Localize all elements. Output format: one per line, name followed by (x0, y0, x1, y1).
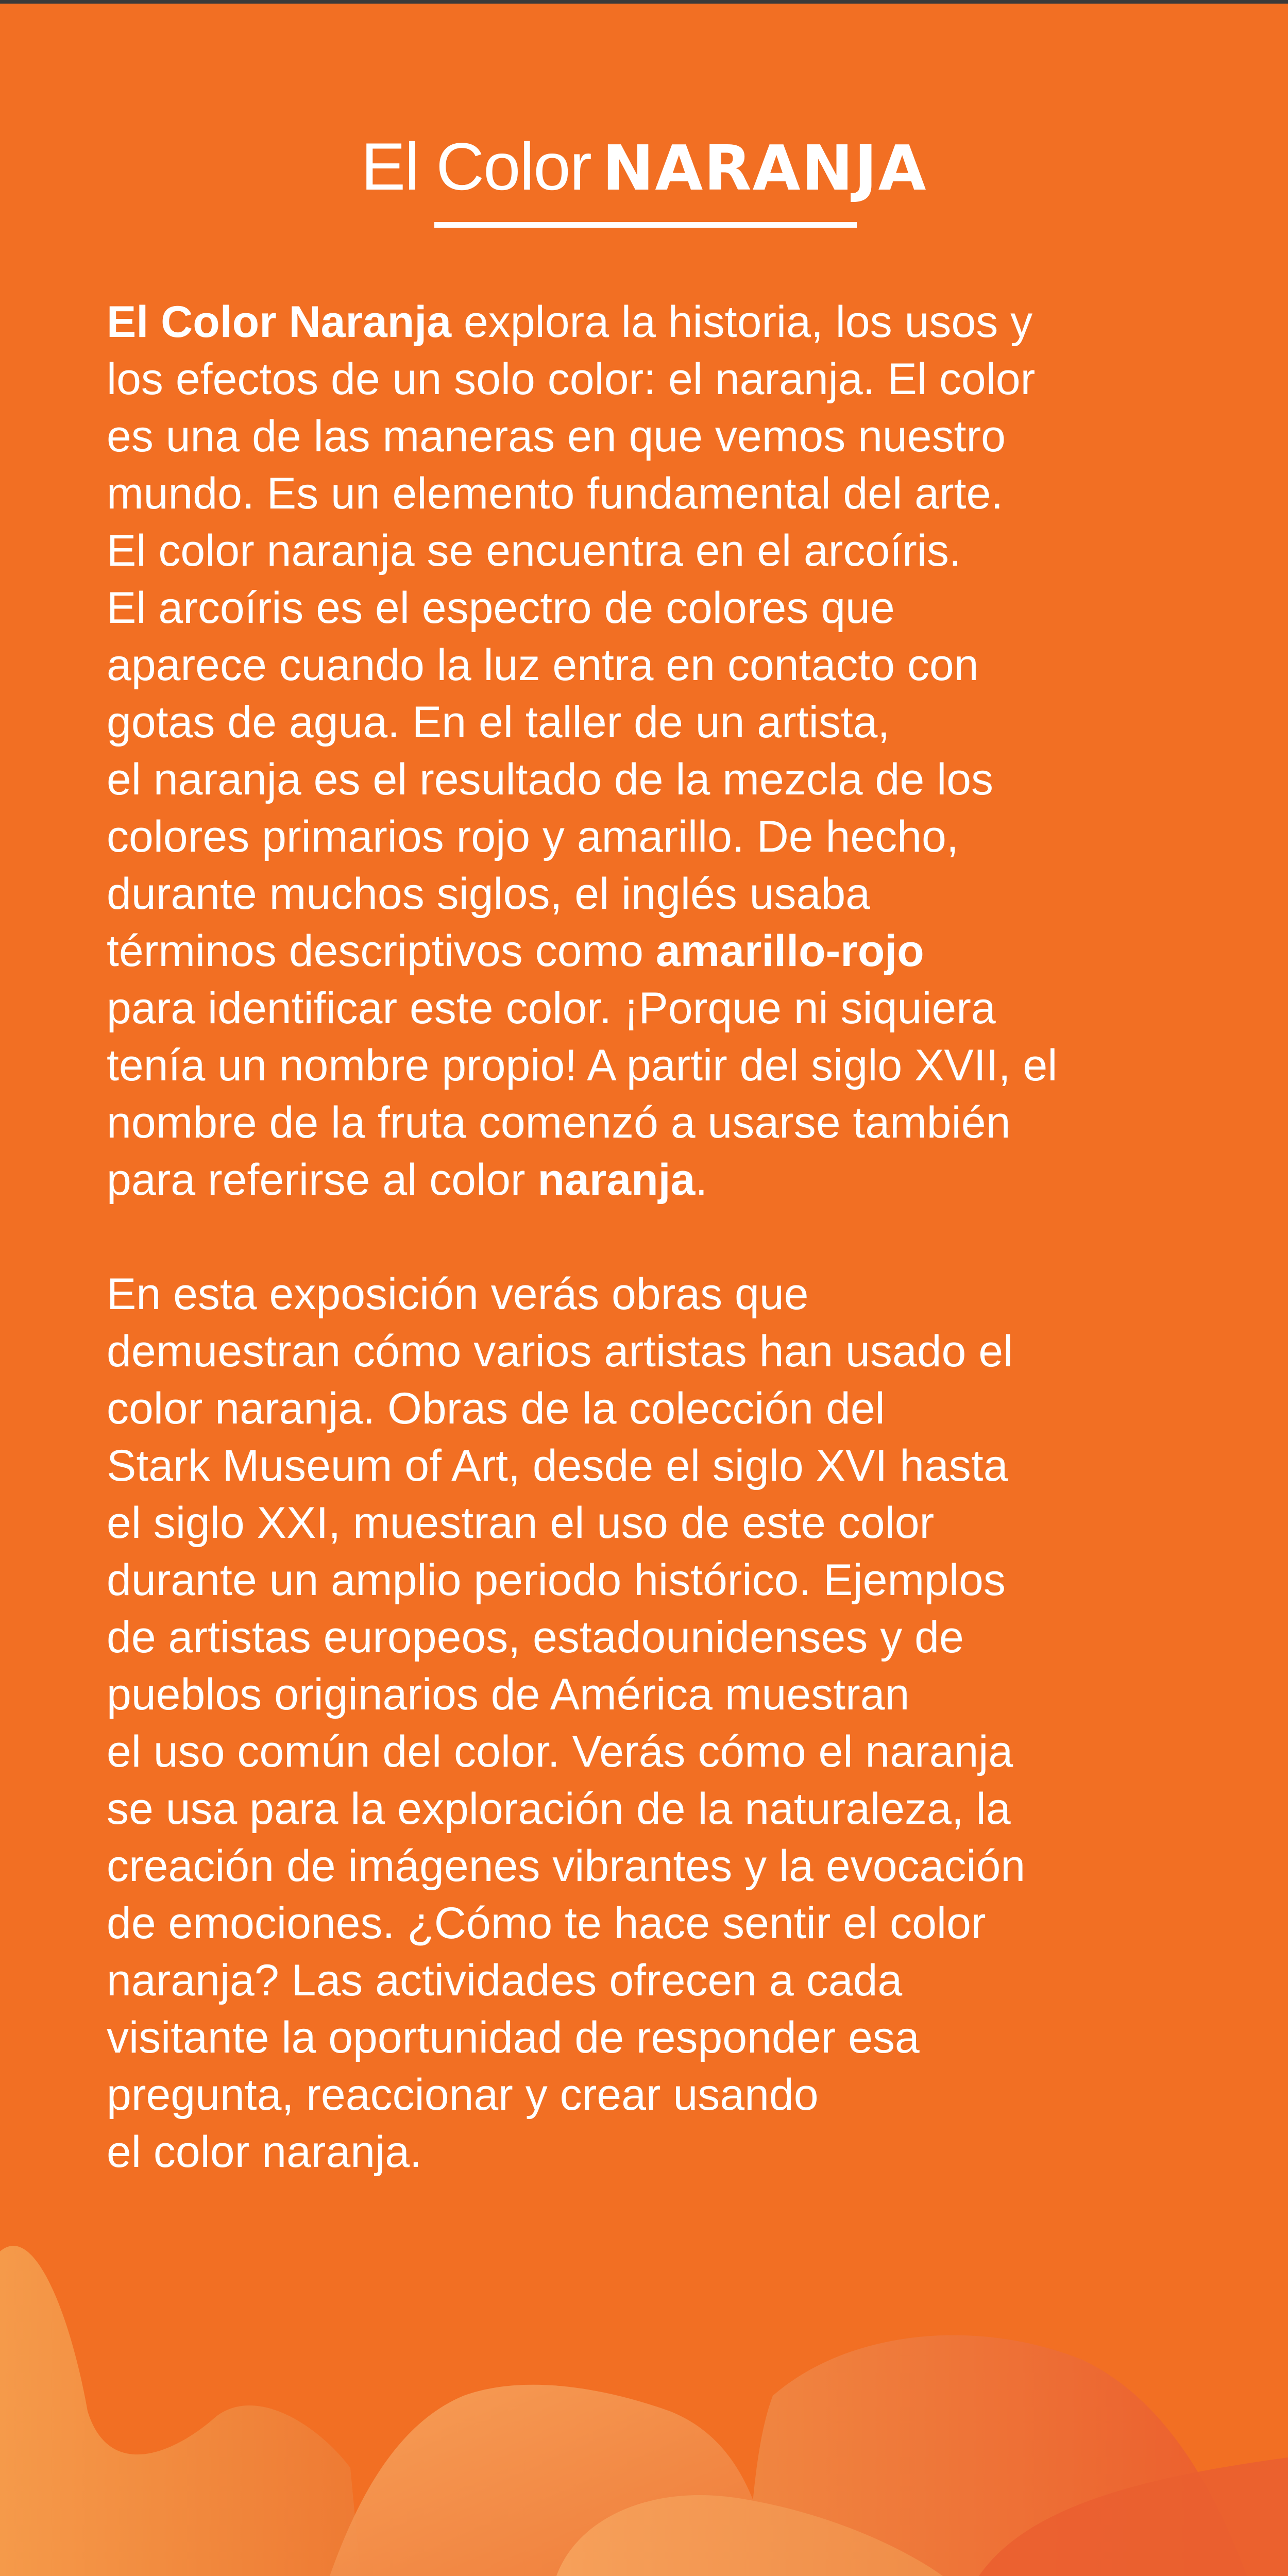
text-line: gotas de agua. En el taller de un artista, (107, 698, 890, 747)
text-line: Stark Museum of Art, desde el siglo XVI hasta (107, 1441, 1008, 1490)
text-line: mundo. Es un elemento fundamental del arte. (107, 469, 1004, 518)
bold-phrase: naranja (537, 1155, 696, 1205)
text-line: aparece cuando la luz entra en contacto con (107, 640, 979, 690)
text-line: el siglo XXI, muestran el uso de este color (107, 1498, 935, 1548)
text-line (107, 1151, 1209, 1209)
text-line: el color naranja. (107, 2127, 422, 2177)
text-line: los efectos de un solo color: el naranja. El color (107, 354, 1036, 404)
text-line: creación de imágenes vibrantes y la evocación (107, 1841, 1026, 1891)
text-line: colores primarios rojo y amarillo. De hecho, (107, 812, 959, 861)
text-line: nombre de la fruta comenzó a usarse también (107, 1098, 1011, 1147)
text-line: color naranja. Obras de la colección del (107, 1384, 885, 1433)
top-border (0, 0, 1288, 4)
text-line: En esta exposición verás obras que (107, 1269, 809, 1319)
bold-phrase: amarillo-rojo (655, 926, 924, 976)
exhibition-paragraph (107, 1266, 1209, 2181)
text-line: naranja? Las actividades ofrecen a cada (107, 1956, 903, 2005)
text-line: durante un amplio periodo histórico. Ejemplos (107, 1555, 1006, 1605)
text-line: visitante la oportunidad de responder esa (107, 2013, 920, 2062)
text-line: pueblos originarios de América muestran (107, 1670, 910, 1719)
text-line: durante muchos siglos, el inglés usaba (107, 869, 870, 919)
paragraph-spacer (107, 1209, 1209, 1266)
text-line: para identificar este color. ¡Porque ni siquiera (107, 984, 996, 1033)
wave-shape (0, 2246, 361, 2576)
text-span: para referirse al color (107, 1155, 538, 1205)
text-line: El arcoíris es el espectro de colores que (107, 583, 895, 633)
text-span: términos descriptivos como (107, 926, 656, 976)
text-line: el uso común del color. Verás cómo el naranja (107, 1727, 1013, 1776)
bold-phrase: El Color Naranja (107, 297, 452, 347)
text-line: de artistas europeos, estadounidenses y de (107, 1613, 964, 1662)
text-line (107, 923, 1209, 980)
title-underline (434, 222, 857, 228)
text-line: El color naranja se encuentra en el arcoíris. (107, 526, 961, 575)
text-line: el naranja es el resultado de la mezcla de los (107, 755, 994, 804)
text-span: . (695, 1155, 708, 1205)
intro-paragraph (107, 294, 1209, 1209)
text-line: tenía un nombre propio! A partir del siglo XVII, el (107, 1041, 1058, 1090)
decorative-waves (0, 2190, 1288, 2576)
text-line: es una de las maneras en que vemos nuestro (107, 412, 1006, 461)
text-line: de emociones. ¿Cómo te hace sentir el color (107, 1899, 986, 1948)
page-title (0, 123, 1288, 213)
text-line: demuestran cómo varios artistas han usado el (107, 1327, 1013, 1376)
title-prefix: El Color (361, 129, 591, 204)
text-line: se usa para la exploración de la naturaleza, la (107, 1784, 1011, 1834)
title-emphasis: NARANJA (602, 133, 927, 205)
text-line: pregunta, reaccionar y crear usando (107, 2070, 819, 2120)
text-line (107, 294, 1209, 351)
text-span: explora la historia, los usos y (451, 297, 1033, 347)
body-text (107, 294, 1209, 2181)
